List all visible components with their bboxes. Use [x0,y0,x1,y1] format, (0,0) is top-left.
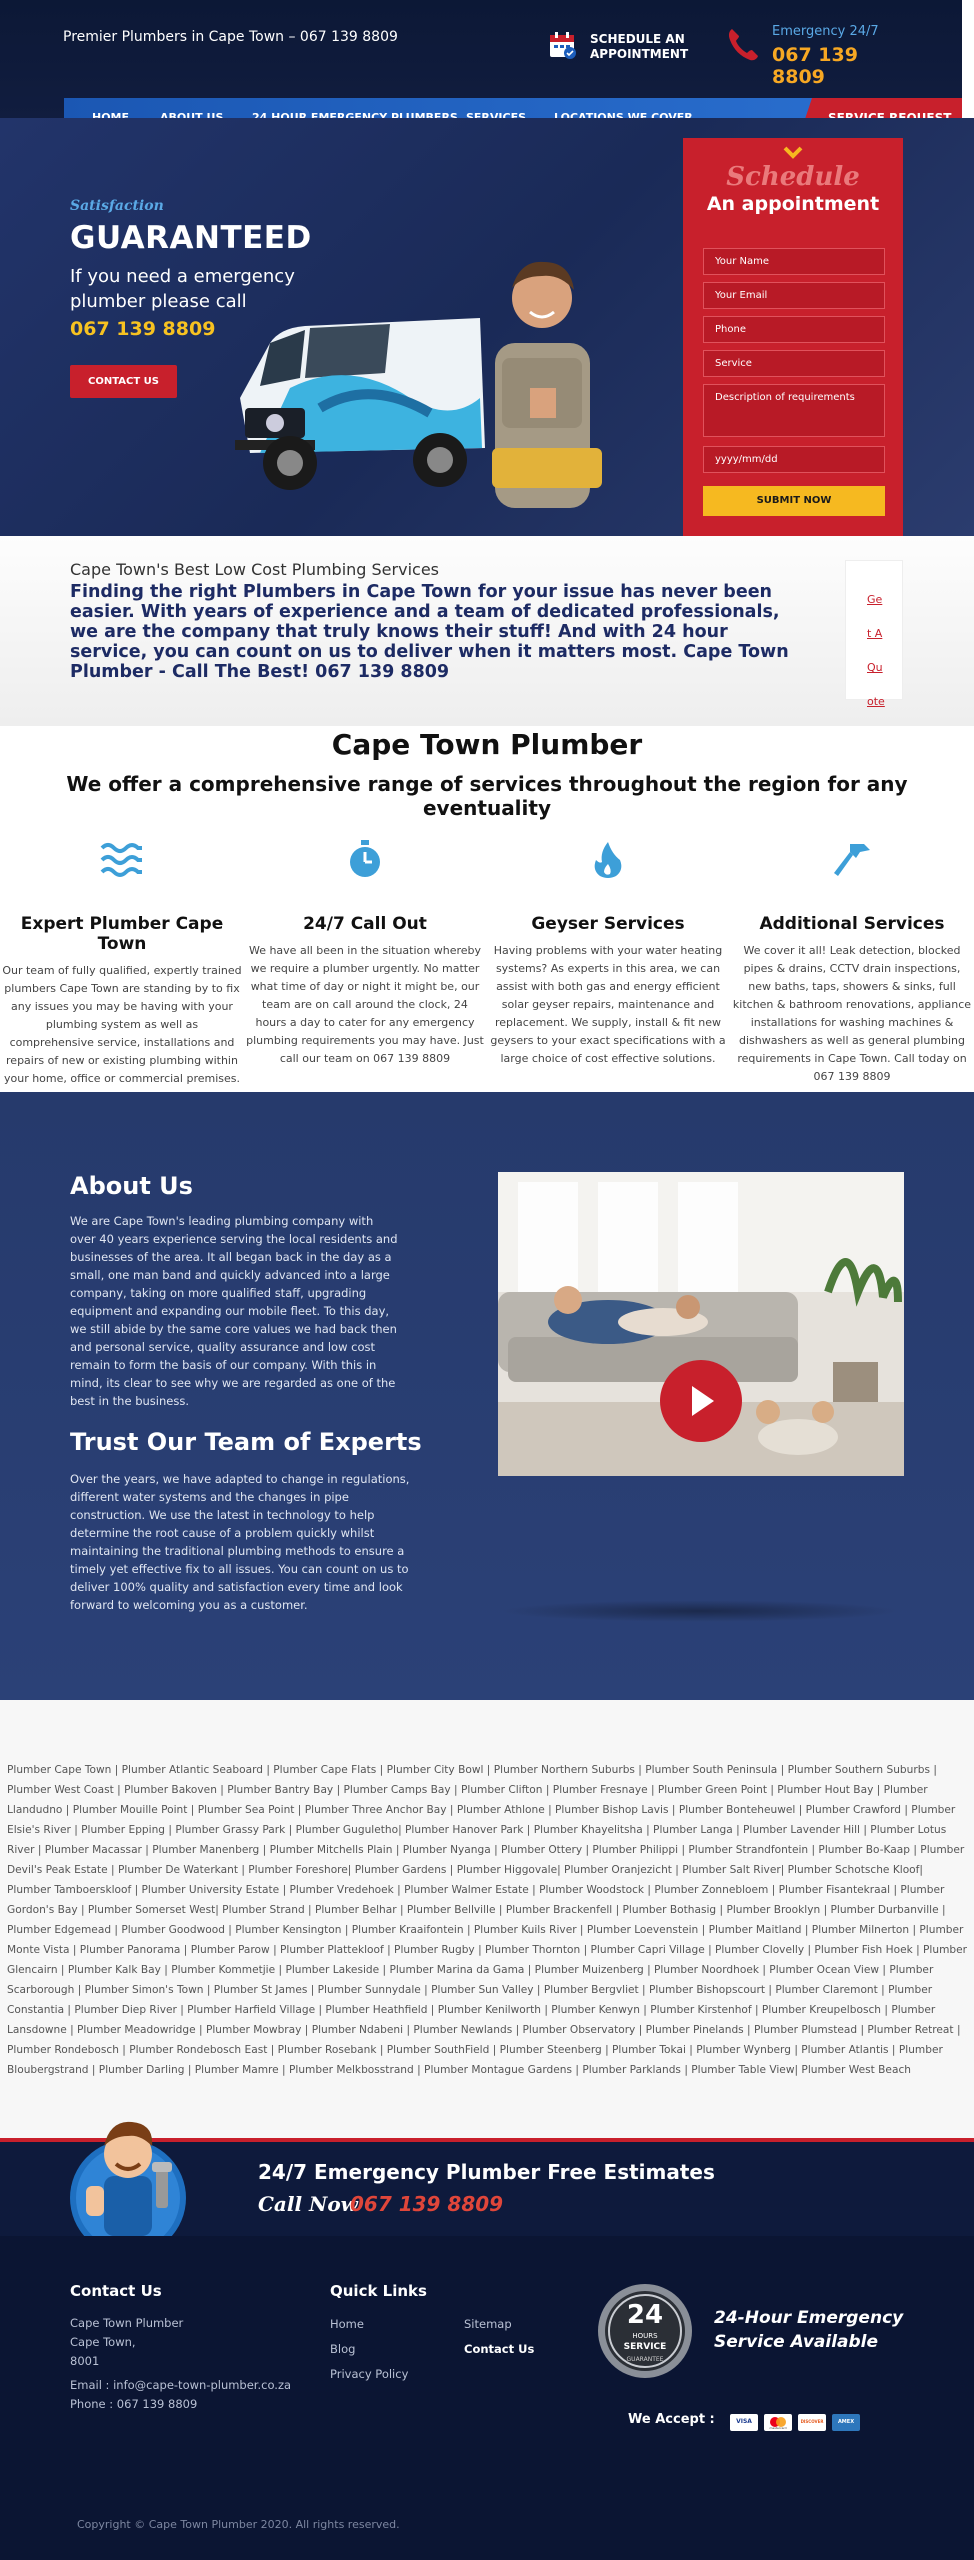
form-script-title: Schedule [726,162,860,192]
service-card [2,840,242,1088]
footer-link-contact[interactable]: Contact Us [464,2342,535,2356]
about-video[interactable] [498,1172,904,1476]
visa-label: VISA [736,2418,752,2425]
contact-us-button[interactable]: CONTACT US [70,365,177,398]
service-text: We have all been in the situation whereby we require a plumber urgently. No matter what time of day or night it might be, our team are on call around the clock, 24 hours a day to cater for any emergency plumbing requirements you may have. Just call our team on 067 139 8809 [246,944,484,1065]
emergency-label: Emergency 24/7 [772,24,879,39]
estimate-phone[interactable]: 067 139 8809 [350,2192,504,2216]
calendar-icon [548,30,578,60]
video-shadow [500,1600,900,1622]
quote-part-1: Ge [867,593,883,606]
about-section [0,1092,974,1700]
appointment-form [683,138,903,536]
service-text: We cover it all! Leak detection, blocked pipes & drains, CCTV drain inspections, new baths, taps, showers & sinks, full kitchen & bathroom renovations, appliance installations for washing machines & dishwashers as well as general plumbing requirements in Cape Town. Call today on 067 139 8809 [732,944,972,1083]
discover-card-icon [798,2414,826,2431]
intro-paragraph: Finding the right Plumbers in Cape Town for your issue has never been easier. With years of experience and a team of dedicated professionals, we are the company that truly knows their stuff! And with 24 hour service, you can count on us to deliver when it matters most. Cape Town Plumber - Call The Best! 067 139 8809 [70,582,789,682]
areas-list[interactable]: Plumber Cape Town | Plumber Atlantic Seaboard | Plumber Cape Flats | Plumber City Bowl | Plumber Northern Suburbs | Plumber South Peninsula | Plumber Southern Suburbs | Plumber West Coast | Plumber Bakoven | Plumber Bantry Bay | Plumber Camps Bay | Plumber Clifton | Plumber Fresnaye | Plumber Green Point | Plumber Hout Bay | Plumber Llandudno | Plumber Mouille Point | Plumber Sea Point | Plumber Three Anchor Bay | Plumber Athlone | Plumber Bishop Lavis | Plumber Bonteheuwel | Plumber Crawford | Plumber Elsie's River | Plumber Epping | Plumber Grassy Park | Plumber Guguletho| Plumber Hanover Park | Plumber Khayelitsha | Plumber Langa | Plumber Lavender Hill | Plumber Lotus River | Plumber Macassar | Plumber Manenberg | Plumber Mitchells Plain | Plumber Nyanga | Plumber Ottery | Plumber Philippi | Plumber Strandfontein | Plumber Bo-Kaap | Plumber Devil's Peak Estate | Plumber De Waterkant | Plumber Foreshore| Plumber Gardens | Plumber Higgovale| Plumber Oranjezicht | Plumber Salt River| Plumber Schotsche Kloof| Plumber Tamboerskloof | Plumber University Estate | Plumber Vredehoek | Plumber Walmer Estate | Plumber Woodstock | Plumber Zonnebloem | Plumber Fisantekraal | Plumber Gordon's Bay | Plumber Somerset West| Plumber Strand | Plumber Belhar | Plumber Bellville | Plumber Brackenfell | Plumber Bothasig | Plumber Brooklyn | Plumber Durbanville | Plumber Edgemead | Plumber Goodwood | Plumber Kensington | Plumber Kraaifontein | Plumber Kuils River | Plumber Loevenstein | Plumber Maitland | Plumber Milnerton | Plumber Monte Vista | Plumber Panorama | Plumber Parow | Plumber Plattekloof | Plumber Rugby | Plumber Thornton | Plumber Capri Village | Plumber Clovelly | Plumber Fish Hoek | Plumber Glencairn | Plumber Kalk Bay | Plumber Kommetjie | Plumber Lakeside | Plumber Marina da Gama | Plumber Muizenberg | Plumber Noordhoek | Plumber Ocean View | Plumber Scarborough | Plumber Simon's Town | Plumber St James | Plumber Sunnydale | Plumber Sun Valley | Plumber Bergvliet | Plumber Bishopscourt | Plumber Claremont | Plumber Constantia | Plumber Diep River | Plumber Harfield Village | Plumber Heathfield | Plumber Kenilworth | Plumber Kenwyn | Plumber Kirstenhof | Plumber Kreupelbosch | Plumber Lansdowne | Plumber Meadowridge | Plumber Mowbray | Plumber Ndabeni | Plumber Newlands | Plumber Observatory | Plumber Pinelands | Plumber Plumstead | Plumber Retreat | Plumber Rondebosch | Plumber Rondebosch East | Plumber Rosebank | Plumber SouthField | Plumber Steenberg | Plumber Tokai | Plumber Wynberg | Plumber Atlantis | Plumber Bloubergstrand | Plumber Darling | Plumber Mamre | Plumber Melkbosstrand | Plumber Montague Gardens | Plumber Parklands | Plumber Table View| Plumber West Beach [7,1764,967,2076]
plumber-mascot-image [66,2106,200,2236]
water-icon [100,840,144,880]
amex-card-icon [832,2414,860,2431]
quote-part-2: t A [867,627,883,640]
footer-phone[interactable]: Phone : 067 139 8809 [70,2397,198,2411]
service-field[interactable]: Service [703,350,885,377]
team-title: Trust Our Team of Experts [70,1428,422,1456]
about-text: We are Cape Town's leading plumbing company with over 40 years experience serving the local residents and businesses of the area. It all began back in the day as a small, one man band and quickly advanced into a large company, taking on more qualified staff, upgrading equipment and expanding our mobile fleet. To this day, we still abide by the same core values we had back then and personal service, quality assurance and low cost remain to form the basis of our company. With this in mind, its clear to see why we are regarded as one of the best in the business. [70,1214,398,1408]
service-text: Having problems with your water heating systems? As experts in this area, we can assist with both gas and energy efficient solar geyser repairs, maintenance and replacement. We supply, install & fit new geysers to your exact specifications with a large choice of cost effective solutions. [490,944,726,1065]
quick-links-title: Quick Links [330,2282,427,2300]
flame-icon [586,840,630,880]
schedule-appointment-link[interactable] [548,30,708,66]
phone-icon [726,26,760,62]
email-field[interactable]: Your Email [703,282,885,309]
play-icon [690,1384,716,1418]
name-field[interactable]: Your Name [703,248,885,275]
schedule-line1: SCHEDULE AN [590,32,685,46]
footer-link-blog[interactable]: Blog [330,2342,356,2356]
visa-card-icon [730,2414,758,2431]
mastercard-icon [764,2414,792,2431]
service-title: 24/7 Call Out [303,914,427,934]
service-card [732,840,972,1086]
mastercard-label: mastercard [769,2426,787,2430]
footer-city: Cape Town, [70,2335,136,2349]
team-text: Over the years, we have adapted to change in regulations, different water systems and the changes in pipe construction. We use the latest in technology to help determine the root cause of a problem quickly whilst maintaining the traditional plumbing methods to ensure a timely yet effective fix to all issues. You can count on us to deliver 100% quality and satisfaction every time and look forward to welcoming you as a customer. [70,1472,410,1612]
quote-part-3: Qu [867,661,883,674]
services-subtitle: We offer a comprehensive range of services throughout the region for any eventuality [66,772,908,820]
submit-button[interactable]: SUBMIT NOW [703,486,885,516]
intro-section [0,536,974,726]
footer-email[interactable]: Email : info@cape-town-plumber.co.za [70,2378,292,2392]
hero-subtitle: If you need a emergency plumber please call [70,266,295,312]
van-plumber-image [230,248,610,508]
hero-guaranteed: GUARANTEED [70,220,312,256]
service-card [245,840,485,1068]
24-hour-service-badge [596,2282,694,2380]
site-footer [0,2236,974,2560]
areas-section [0,1700,974,2138]
services-title: Cape Town Plumber [331,728,643,761]
hero-phone[interactable]: 067 139 8809 [70,318,216,340]
play-button[interactable] [660,1360,742,1442]
service-title: Geyser Services [531,914,685,934]
header-title: Premier Plumbers in Cape Town – 067 139 8809 [63,29,398,45]
footer-link-sitemap[interactable]: Sitemap [464,2317,512,2331]
badge-guarantee: GUARANTEE [626,2356,664,2363]
badge-number: 24 [626,2300,664,2330]
date-field[interactable]: yyyy/mm/dd [703,446,885,473]
call-now-label: Call Now [258,2192,358,2216]
chevron-down-icon [783,146,803,160]
badge-service: SERVICE [623,2342,667,2352]
we-accept-label: We Accept : [628,2412,715,2427]
service-card [488,840,728,1068]
get-a-quote-link[interactable] [845,560,903,708]
amex-label: AMEX [837,2419,855,2425]
copyright: Copyright © Cape Town Plumber 2020. All rights reserved. [77,2518,400,2531]
phone-field[interactable]: Phone [703,316,885,343]
description-field[interactable]: Description of requirements [703,384,885,437]
service-title: Additional Services [759,914,945,934]
service-title: Expert Plumber Cape Town [20,914,224,954]
emergency-line2: Service Available [714,2332,879,2352]
hero-section [0,118,974,536]
hero-satisfaction: Satisfaction [70,198,164,214]
emergency-line1: 24-Hour Emergency [714,2308,904,2328]
discover-label: DISCOVER [800,2419,824,2424]
footer-company: Cape Town Plumber [70,2316,184,2330]
about-title: About Us [70,1172,193,1200]
header-phone[interactable] [726,24,916,88]
footer-link-privacy[interactable]: Privacy Policy [330,2367,409,2381]
badge-hours: HOURS [632,2332,658,2340]
intro-heading: Cape Town's Best Low Cost Plumbing Services [70,560,439,579]
service-text: Our team of fully qualified, expertly trained plumbers Cape Town are standing by to fix any issues you may be having with your plumbing system as well as comprehensive service, installations and repairs of new or existing plumbing within your home, office or commercial premises. [2,964,242,1085]
footer-link-home[interactable]: Home [330,2317,364,2331]
estimate-title: 24/7 Emergency Plumber Free Estimates [258,2160,715,2184]
schedule-line2: APPOINTMENT [590,47,689,61]
form-title: An appointment [706,193,880,215]
stopwatch-icon [343,840,387,880]
contact-title: Contact Us [70,2282,162,2300]
hammer-icon [830,840,874,880]
quote-part-4: ote [867,695,885,708]
badge-icon [596,2282,694,2380]
emergency-phone[interactable]: 067 139 8809 [772,44,858,88]
footer-postcode: 8001 [70,2354,100,2368]
